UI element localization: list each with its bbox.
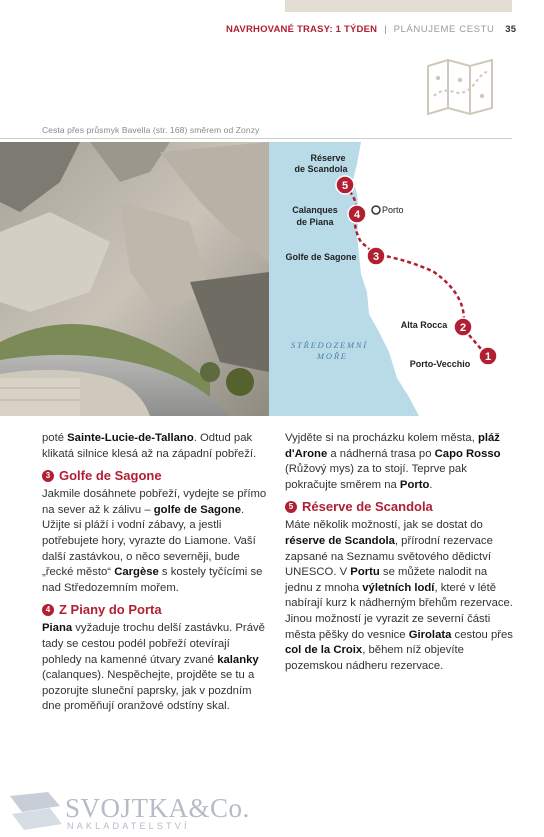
stop-4-number: 4 <box>353 209 361 221</box>
section-3-body: Jakmile dosáhnete pobřeží, vydejte se přímo na sever až k zálivu – golfe de Sagone. Užijte si pláží i vodní zábavy, a jestli potřebujete hory, vyrazte do Liamone. Vaší další zastávkou, o něco severněji, bude „řecké město“ Cargèse s kostely tyčícími se nad Středozemním mořem. <box>42 488 267 594</box>
mountain-road-photo <box>0 142 269 416</box>
porto-town-marker <box>372 206 380 214</box>
stop-5-number: 5 <box>341 180 349 192</box>
running-header <box>226 24 522 35</box>
intro-paragraph-right: Vyjděte si na procházku kolem města, pláž d'Arone a nádherná trasa po Capo Rosso (Růžový mys) za to stojí. Teprve pak pokračujte směrem na Porto. <box>285 432 501 491</box>
section-5-title: Réserve de Scandola <box>302 499 433 515</box>
stop-1-number: 1 <box>484 351 492 363</box>
section-4-body: Piana vyžaduje trochu delší zastávku. Právě tady se cestou podél pobřeží otevírají pohledy na kamenné útvary zvané kalanky (calanques). Nespěchejte, projděte se tu a pozorujte sluneční paprsky, jak v pozdním dne proměňují oranžové odstíny skal. <box>42 622 265 713</box>
stop-4-label-line2: de Piana <box>296 217 334 227</box>
stop-marker-4[interactable] <box>348 205 366 223</box>
caption-divider <box>0 138 512 139</box>
stop-3-number: 3 <box>372 251 380 263</box>
stop-marker-1[interactable] <box>479 347 497 365</box>
text-column-right <box>285 431 517 674</box>
stop-5-label-line1: Réserve <box>310 153 346 163</box>
stop-marker-5[interactable] <box>336 176 354 194</box>
stop-2-number: 2 <box>459 322 467 334</box>
stop-1-label: Porto-Vecchio <box>409 359 471 369</box>
section-3-title: Golfe de Sagone <box>59 468 162 484</box>
header-divider: | <box>384 24 387 35</box>
header-chapter-title: PLÁNUJEME CESTU <box>393 24 495 35</box>
publisher-subtitle: NAKLADATELSTVÍ <box>67 821 190 831</box>
photo-caption: Cesta přes průsmyk Bavella (str. 168) směrem od Zonzy <box>42 125 260 135</box>
sea-label-line1: STŘEDOZEMNÍ <box>291 340 368 350</box>
section-5-heading <box>285 499 517 515</box>
header-tab-bar <box>285 0 512 12</box>
section-5-number-badge: 5 <box>285 501 297 513</box>
section-3-number-badge: 3 <box>42 470 54 482</box>
folded-map-icon <box>426 58 496 116</box>
page-number: 35 <box>505 24 517 35</box>
stop-2-label: Alta Rocca <box>400 320 448 330</box>
porto-label: Porto <box>382 205 404 215</box>
stop-marker-3[interactable] <box>367 247 385 265</box>
intro-paragraph-left: poté Sainte-Lucie-de-Tallano. Odtud pak klikatá silnice klesá až na západní pobřeží. <box>42 432 257 460</box>
section-4-title: Z Piany do Porta <box>59 602 162 618</box>
sea-label-line2: MOŘE <box>317 351 348 361</box>
section-5-body: Máte několik možností, jak se dostat do réserve de Scandola, přírodní rezervace zapsané na Seznamu světového dědictví UNESCO. V Portu se můžete nalodit na jednu z mnoha výletních lodí, které v létě nabírají kurz k nádherným břehům rezervace. Jinou možností je vyrazit ze severní části města pěšky do vesnice Girolata cestou přes col de la Croix, během níž objevíte pozemskou nádheru rezervace. <box>285 519 513 672</box>
stop-5-label-line2: de Scandola <box>294 164 348 174</box>
stop-4-label-line1: Calanques <box>292 205 338 215</box>
section-3-heading <box>42 468 270 484</box>
corsica-map-svg <box>269 142 512 416</box>
route-map <box>269 142 512 416</box>
stop-marker-2[interactable] <box>454 318 472 336</box>
text-column-left <box>42 431 270 715</box>
section-4-number-badge: 4 <box>42 604 54 616</box>
publisher-name: SVOJTKA&Co. <box>65 793 250 823</box>
section-4-heading <box>42 602 270 618</box>
header-section-title: NAVRHOVANÉ TRASY: 1 TÝDEN <box>226 24 378 35</box>
stop-3-label: Golfe de Sagone <box>285 252 357 262</box>
